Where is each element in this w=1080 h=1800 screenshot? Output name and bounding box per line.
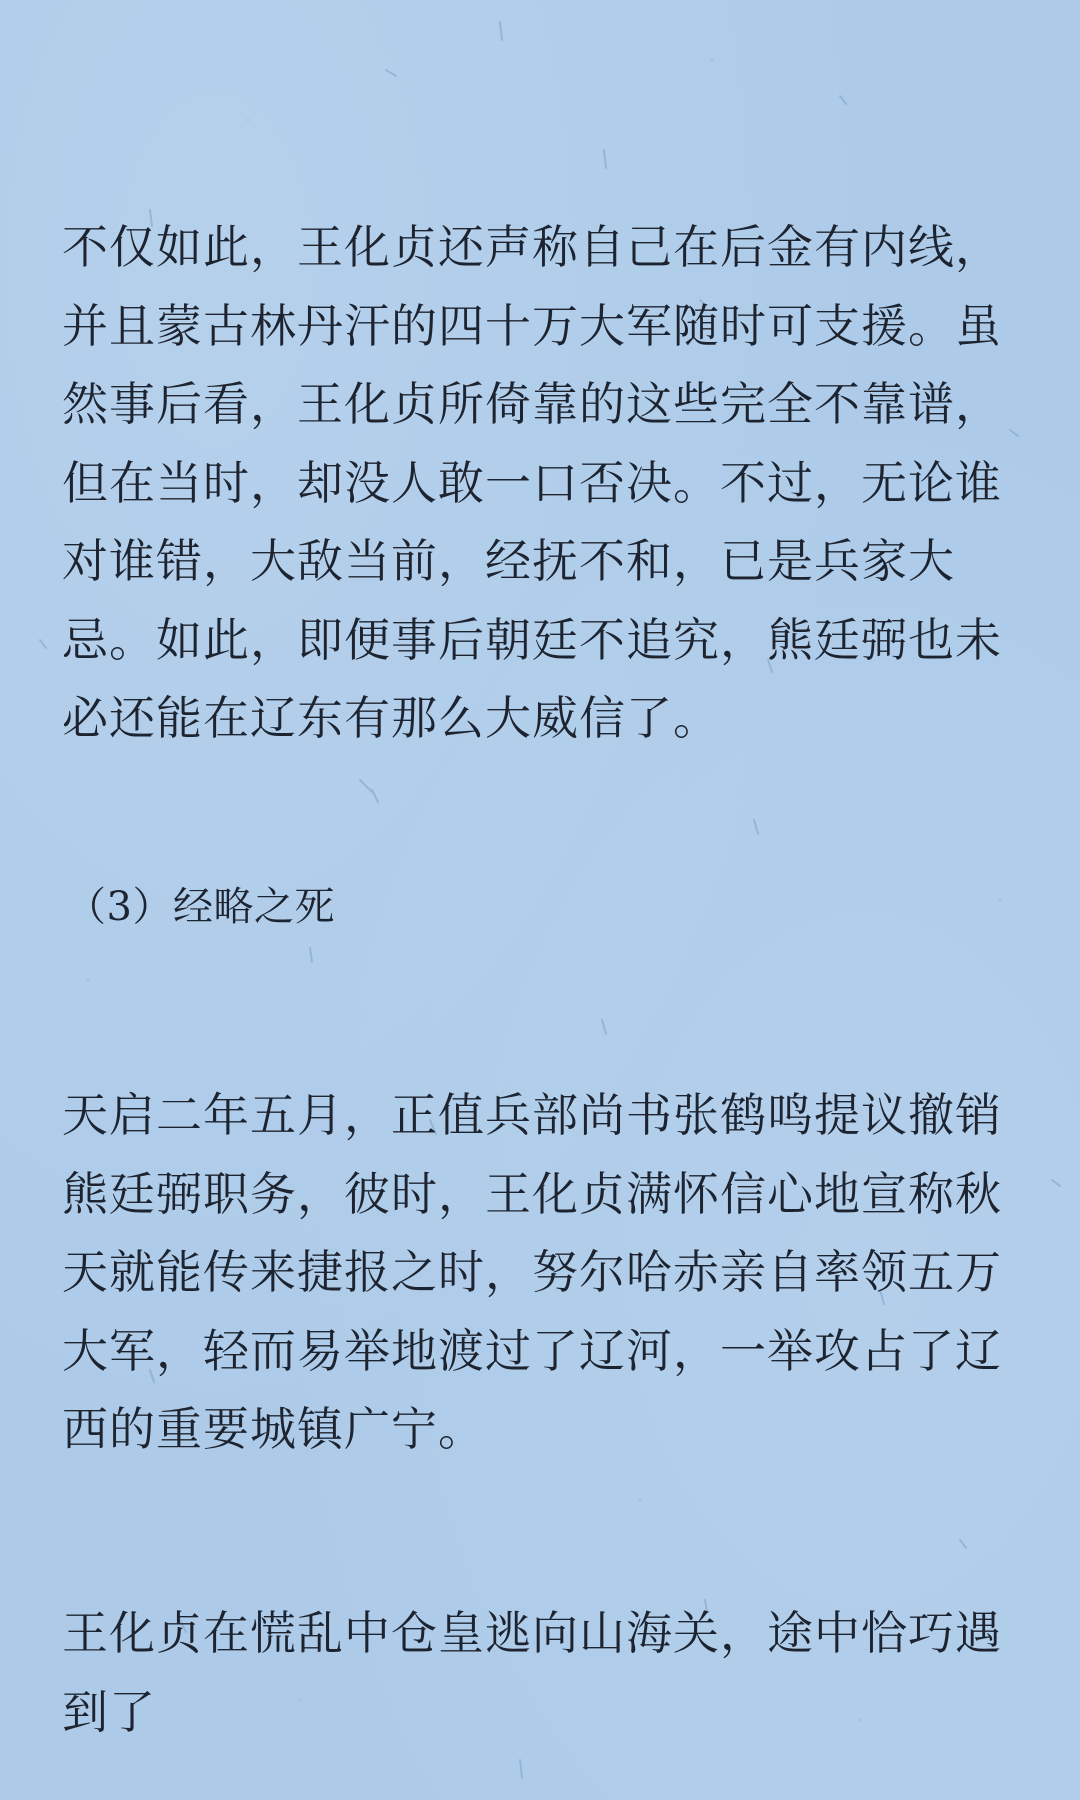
paragraph-1: 不仅如此，王化贞还声称自己在后金有内线，并且蒙古林丹汗的四十万大军随时可支援。虽然事后看，王化贞所倚靠的这些完全不靠谱，但在当时，却没人敢一口否决。不过，无论谁对谁错，大敌当前，经抚不和，已是兵家大忌。如此，即便事后朝廷不追究，熊廷弼也未必还能在辽东有那么大威信了。	[62, 220, 1002, 745]
paragraph-3: 王化贞在慌乱中仓皇逃向山海关，途中恰巧遇到了	[62, 1606, 1002, 1739]
section-heading: （3）经略之死	[66, 884, 335, 930]
paragraph-2: 天启二年五月，正值兵部尚书张鹤鸣提议撤销熊廷弼职务，彼时，王化贞满怀信心地宣称秋天就能传来捷报之时，努尔哈赤亲自率领五万大军，轻而易举地渡过了辽河，一举攻占了辽西的重要城镇广宁。	[62, 1088, 1002, 1456]
